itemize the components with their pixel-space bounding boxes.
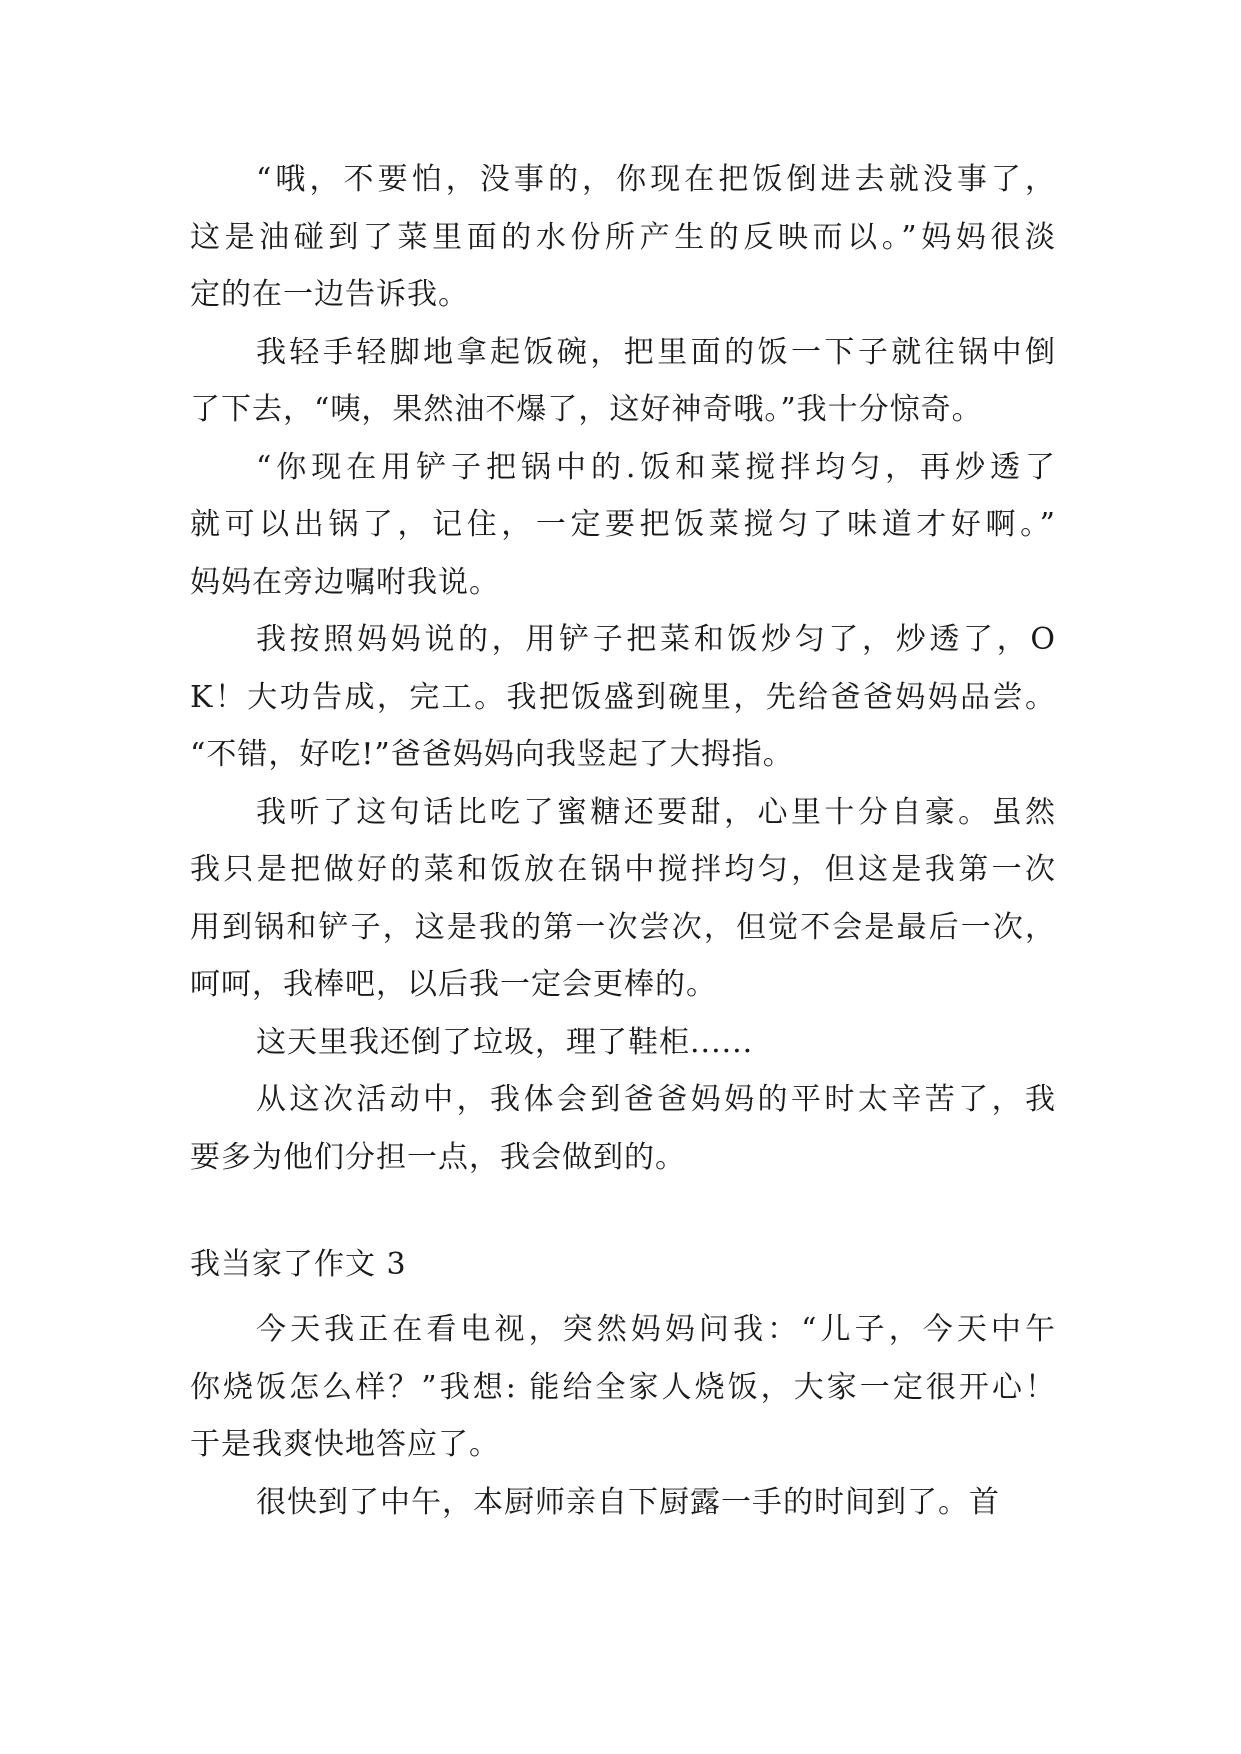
section-heading: 我当家了作文 3 [190,1246,407,1282]
paragraph-line: 我按照妈妈说的，用铲子把菜和饭炒匀了，炒透了，O [256,622,1056,657]
paragraph-line: 呵呵，我棒吧，以后我一定会更棒的。 [190,967,717,1002]
paragraph-line: “哦，不要怕，没事的，你现在把饭倒进去就没事了， [256,162,1056,197]
paragraph-line: 就可以出锅了，记住，一定要把饭菜搅匀了味道才好啊。” [190,507,1056,542]
paragraph-line: K！大功告成，完工。我把饭盛到碗里，先给爸爸妈妈品尝。 [190,679,1056,715]
paragraph-line: 用到锅和铲子，这是我的第一次尝次，但觉不会是最后一次， [190,909,1056,945]
paragraph-line: 今天我正在看电视，突然妈妈问我：“儿子，今天中午 [256,1312,1056,1347]
paragraph-line: “不错，好吃!”爸爸妈妈向我竖起了大拇指。 [190,737,794,772]
paragraph-line: 我听了这句话比吃了蜜糖还要甜，心里十分自豪。虽然 [256,794,1056,830]
paragraph-line: 从这次活动中，我体会到爸爸妈妈的平时太辛苦了，我 [256,1082,1056,1117]
paragraph-line: 于是我爽快地答应了。 [190,1427,500,1462]
paragraph-line: 了下去，“咦，果然油不爆了，这好神奇哦。”我十分惊奇。 [190,392,983,427]
paragraph-line: 我只是把做好的菜和饭放在锅中搅拌均匀，但这是我第一次 [190,852,1056,887]
paragraph-line: 这是油碰到了菜里面的水份所产生的反映而以。”妈妈很淡 [190,219,1056,255]
paragraph-line: 你烧饭怎么样？”我想: 能给全家人烧饭，大家一定很开心！ [190,1369,1056,1405]
paragraph-line: 定的在一边告诉我。 [190,277,469,312]
paragraph-line: 很快到了中午，本厨师亲自下厨露一手的时间到了。首 [256,1484,1000,1520]
paragraph-line: 我轻手轻脚地拿起饭碗，把里面的饭一下子就往锅中倒 [256,334,1056,370]
paragraph-line: 这天里我还倒了垃圾，理了鞋柜...... [256,1024,754,1060]
paragraph-line: 要多为他们分担一点，我会做到的。 [190,1139,686,1175]
paragraph-line: 妈妈在旁边嘱咐我说。 [190,564,500,600]
paragraph-line: “你现在用铲子把锅中的.饭和菜搅拌均匀，再炒透了 [256,449,1056,485]
